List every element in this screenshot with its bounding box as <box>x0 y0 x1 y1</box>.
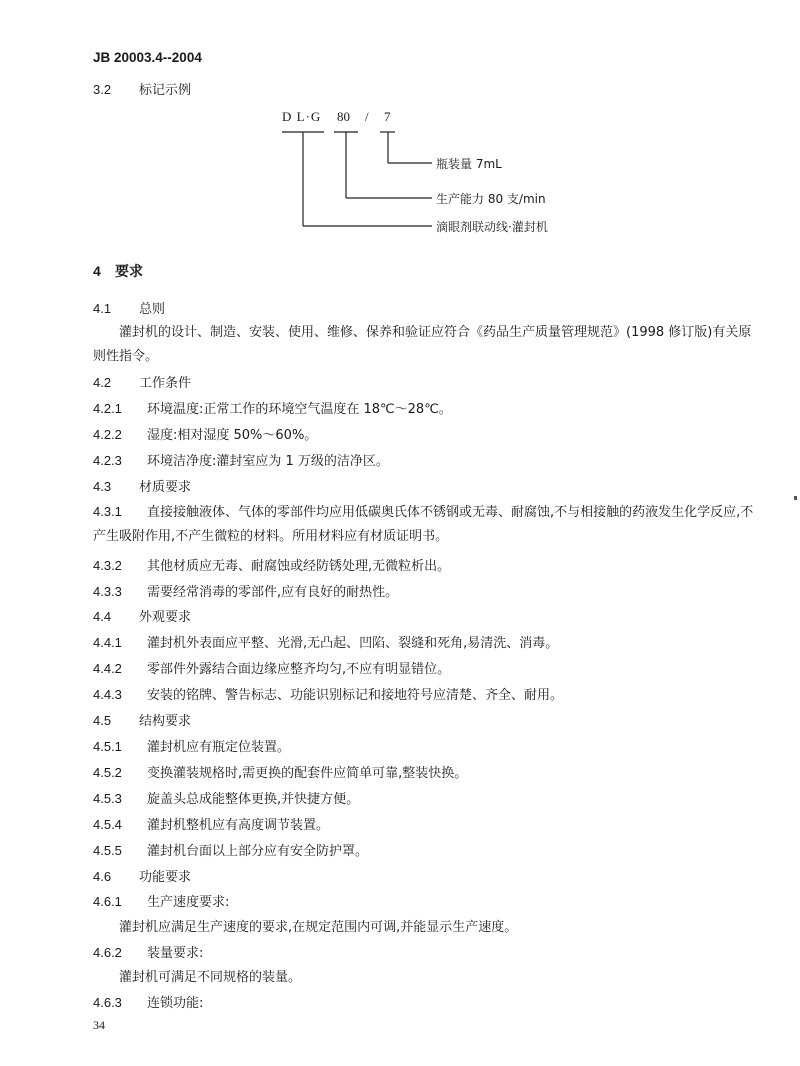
code-volume: 7 <box>384 109 391 124</box>
clause-4-6-2-body: 灌封机可满足不同规格的装量。 <box>119 970 302 985</box>
clause-number: 4.6.2 <box>93 945 122 960</box>
label-machine-name: 滴眼剂联动线·灌封机 <box>436 220 548 234</box>
clause-number: 4.5.3 <box>93 791 122 806</box>
clause-text: 变换灌装规格时,需更换的配套件应简单可靠,整装快换。 <box>147 766 468 781</box>
clause-4-3-3 <box>93 583 398 602</box>
clause-text: 灌封机外表面应平整、光滑,无凸起、凹陷、裂缝和死角,易清洗、消毒。 <box>147 636 559 651</box>
clause-text: 零部件外露结合面边缘应整齐均匀,不应有明显错位。 <box>147 662 451 677</box>
clause-text: 灌封机应有瓶定位装置。 <box>147 740 291 755</box>
section-number: 4.5 <box>93 713 112 728</box>
clause-number: 4.4.3 <box>93 687 122 702</box>
marking-example-diagram <box>280 105 610 235</box>
section-4-3-heading <box>93 478 191 497</box>
section-title: 总则 <box>139 302 166 317</box>
clause-4-4-1 <box>93 634 558 653</box>
section-4-4-heading <box>93 608 191 627</box>
clause-number: 4.5.4 <box>93 817 122 832</box>
clause-text: 安装的铭牌、警告标志、功能识别标记和接地符号应清楚、齐全、耐用。 <box>147 688 564 703</box>
clause-text: 直接接触液体、气体的零部件均应用低碳奥氏体不锈钢或无毒、耐腐蚀,不与相接触的药液发生化学反应,不产生吸附作用,不产生微粒的材料。所用材料应有材质证明书。 <box>93 505 754 544</box>
clause-number: 4.3.3 <box>93 584 122 599</box>
section-title: 材质要求 <box>139 480 192 495</box>
clause-number: 4.4.1 <box>93 635 122 650</box>
section-title: 外观要求 <box>139 610 192 625</box>
clause-4-2-2 <box>93 426 317 445</box>
label-bottle-volume: 瓶装量 7mL <box>436 157 502 171</box>
clause-4-6-1 <box>93 893 229 912</box>
clause-4-5-2 <box>93 764 467 783</box>
clause-4-4-3 <box>93 686 563 705</box>
clause-4-2-1 <box>93 400 452 419</box>
code-capacity: 80 <box>337 109 350 124</box>
clause-number: 4.3.1 <box>93 504 122 519</box>
clause-4-5-5 <box>93 842 368 861</box>
clause-4-6-2 <box>93 944 203 963</box>
code-slash: / <box>365 109 369 124</box>
clause-number: 4.5.2 <box>93 765 122 780</box>
standard-code-header: JB 20003.4--2004 <box>93 50 202 65</box>
section-title: 工作条件 <box>139 376 192 391</box>
clause-number: 4.6.1 <box>93 894 122 909</box>
clause-number: 4.5.5 <box>93 843 122 858</box>
section-4-6-heading <box>93 868 191 887</box>
section-number: 3.2 <box>93 82 112 97</box>
section-number: 4.2 <box>93 375 112 390</box>
section-number: 4.4 <box>93 609 112 624</box>
clause-number: 4.5.1 <box>93 739 122 754</box>
section-4-5-heading <box>93 712 191 731</box>
clause-text: 生产速度要求: <box>147 895 230 910</box>
clause-text: 环境温度:正常工作的环境空气温度在 18℃～28℃。 <box>147 402 452 417</box>
section-3-2-heading <box>93 81 191 100</box>
section-title: 功能要求 <box>139 870 192 885</box>
clause-4-3-2 <box>93 557 450 576</box>
clause-number: 4.2.3 <box>93 453 122 468</box>
code-product-type: D L·G <box>282 109 322 124</box>
section-4-1-paragraph: 灌封机的设计、制造、安装、使用、维修、保养和验证应符合《药品生产质量管理规范》(1998 修订版)有关原则性指令。 <box>93 325 752 364</box>
clause-4-3-1 <box>93 500 765 549</box>
clause-number: 4.6.3 <box>93 995 122 1010</box>
section-4-2-heading <box>93 374 191 393</box>
clause-text: 湿度:相对湿度 50%～60%。 <box>147 428 318 443</box>
section-4-heading <box>93 262 143 282</box>
label-production-capacity: 生产能力 80 支/min <box>436 192 546 206</box>
clause-number: 4.4.2 <box>93 661 122 676</box>
section-number: 4.1 <box>93 301 112 316</box>
clause-number: 4.2.2 <box>93 427 122 442</box>
clause-4-5-4 <box>93 816 329 835</box>
clause-4-5-3 <box>93 790 359 809</box>
section-number: 4.6 <box>93 869 112 884</box>
clause-text: 灌封机台面以上部分应有安全防护罩。 <box>147 844 369 859</box>
clause-4-5-1 <box>93 738 290 757</box>
page-number: 34 <box>93 1018 105 1032</box>
clause-4-4-2 <box>93 660 450 679</box>
section-number: 4 <box>93 263 101 279</box>
clause-text: 环境洁净度:灌封室应为 1 万级的洁净区。 <box>147 454 389 469</box>
clause-text: 旋盖头总成能整体更换,并快捷方便。 <box>147 792 360 807</box>
clause-text: 需要经常消毒的零部件,应有良好的耐热性。 <box>147 585 399 600</box>
clause-4-6-1-body: 灌封机应满足生产速度的要求,在规定范围内可调,并能显示生产速度。 <box>119 920 518 935</box>
clause-text: 灌封机整机应有高度调节装置。 <box>147 818 330 833</box>
clause-4-6-3 <box>93 994 203 1013</box>
clause-number: 4.3.2 <box>93 558 122 573</box>
section-title: 要求 <box>115 264 143 280</box>
scan-artifact-mark <box>794 496 797 500</box>
clause-4-2-3 <box>93 452 389 471</box>
clause-text: 其他材质应无毒、耐腐蚀或经防锈处理,无微粒析出。 <box>147 559 451 574</box>
section-title: 标记示例 <box>139 83 192 98</box>
clause-text: 连锁功能: <box>147 996 204 1011</box>
clause-number: 4.2.1 <box>93 401 122 416</box>
clause-text: 装量要求: <box>147 946 204 961</box>
section-4-1-heading <box>93 300 165 319</box>
section-number: 4.3 <box>93 479 112 494</box>
section-title: 结构要求 <box>139 714 192 729</box>
